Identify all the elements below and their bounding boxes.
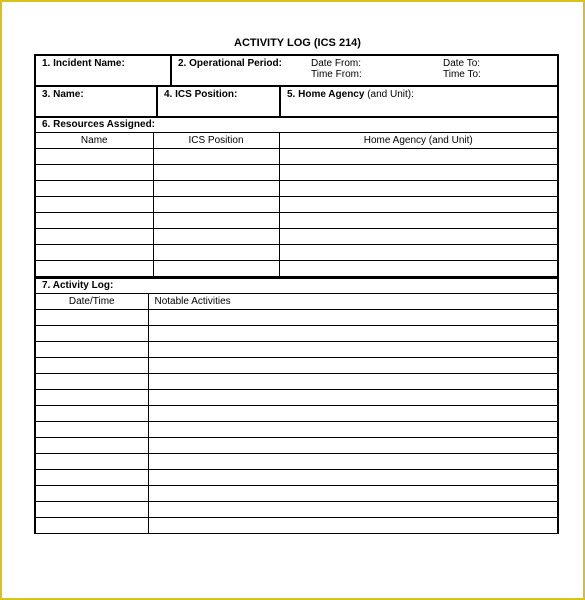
activity-row <box>35 502 558 518</box>
activity-row <box>35 486 558 502</box>
table-cell[interactable] <box>148 438 558 454</box>
table-cell[interactable] <box>35 245 153 261</box>
table-cell[interactable] <box>153 213 279 229</box>
table-cell[interactable] <box>279 245 558 261</box>
table-cell[interactable] <box>148 358 558 374</box>
table-cell[interactable] <box>153 197 279 213</box>
table-cell[interactable] <box>35 390 148 406</box>
resource-row <box>35 149 558 165</box>
table-cell[interactable] <box>148 390 558 406</box>
resources-heading: 6. Resources Assigned: <box>42 119 156 130</box>
name-field[interactable]: 3. Name: <box>36 87 158 116</box>
activity-row <box>35 422 558 438</box>
activity-row <box>35 454 558 470</box>
resource-row <box>35 261 558 277</box>
table-cell[interactable] <box>148 454 558 470</box>
table-cell[interactable] <box>35 438 148 454</box>
activity-row <box>35 374 558 390</box>
ics-position-field[interactable]: 4. ICS Position: <box>158 87 281 116</box>
table-cell[interactable] <box>35 149 153 165</box>
table-cell[interactable] <box>35 197 153 213</box>
resource-row <box>35 197 558 213</box>
table-cell[interactable] <box>35 470 148 486</box>
activity-row <box>35 518 558 534</box>
activity-header-row <box>35 294 558 310</box>
table-cell[interactable] <box>35 454 148 470</box>
table-cell[interactable] <box>148 326 558 342</box>
time-to-label: Time To: <box>443 69 481 80</box>
column-header: Date/Time <box>35 294 148 310</box>
table-cell[interactable] <box>35 518 148 534</box>
table-cell[interactable] <box>279 165 558 181</box>
table-cell[interactable] <box>148 518 558 534</box>
activity-table <box>34 293 559 534</box>
resource-row <box>35 181 558 197</box>
header-row-2 <box>34 85 559 116</box>
resources-heading-row <box>34 116 559 132</box>
operational-period-label: 2. Operational Period: <box>178 58 282 69</box>
activity-row <box>35 358 558 374</box>
table-cell[interactable] <box>279 213 558 229</box>
table-cell[interactable] <box>279 149 558 165</box>
resource-row <box>35 165 558 181</box>
table-cell[interactable] <box>148 486 558 502</box>
activity-row <box>35 470 558 486</box>
activity-heading-row <box>34 277 559 293</box>
activity-row <box>35 326 558 342</box>
operational-period-field[interactable] <box>172 56 557 85</box>
table-cell[interactable] <box>35 422 148 438</box>
table-cell[interactable] <box>35 261 153 277</box>
date-from-label: Date From: <box>311 58 362 69</box>
table-cell[interactable] <box>153 245 279 261</box>
table-cell[interactable] <box>35 213 153 229</box>
home-agency-label: 5. Home Agency <box>287 89 365 100</box>
column-header: ICS Position <box>153 133 279 149</box>
table-cell[interactable] <box>153 229 279 245</box>
table-cell[interactable] <box>35 502 148 518</box>
column-header: Name <box>35 133 153 149</box>
date-to-label: Date To: <box>443 58 481 69</box>
resource-row <box>35 213 558 229</box>
table-cell[interactable] <box>279 197 558 213</box>
table-cell[interactable] <box>35 326 148 342</box>
activity-heading: 7. Activity Log: <box>42 280 114 291</box>
table-cell[interactable] <box>279 229 558 245</box>
table-cell[interactable] <box>279 181 558 197</box>
time-from-label: Time From: <box>311 69 362 80</box>
ics-214-form <box>34 54 559 534</box>
table-cell[interactable] <box>35 486 148 502</box>
table-cell[interactable] <box>35 406 148 422</box>
table-cell[interactable] <box>148 406 558 422</box>
activity-row <box>35 342 558 358</box>
table-cell[interactable] <box>153 149 279 165</box>
table-cell[interactable] <box>35 165 153 181</box>
date-time-from <box>311 58 362 80</box>
incident-name-field[interactable]: 1. Incident Name: <box>36 56 172 85</box>
activity-row <box>35 390 558 406</box>
column-header: Notable Activities <box>148 294 558 310</box>
column-header: Home Agency (and Unit) <box>279 133 558 149</box>
home-agency-suffix: (and Unit): <box>364 89 414 100</box>
table-cell[interactable] <box>153 261 279 277</box>
table-cell[interactable] <box>35 310 148 326</box>
activity-row <box>35 310 558 326</box>
table-cell[interactable] <box>153 181 279 197</box>
date-time-to <box>443 58 481 80</box>
table-cell[interactable] <box>148 470 558 486</box>
table-cell[interactable] <box>153 165 279 181</box>
header-row-1 <box>34 54 559 85</box>
table-cell[interactable] <box>35 374 148 390</box>
home-agency-field[interactable] <box>281 87 557 116</box>
table-cell[interactable] <box>35 181 153 197</box>
table-cell[interactable] <box>148 374 558 390</box>
resources-header-row <box>35 133 558 149</box>
form-title: ACTIVITY LOG (ICS 214) <box>234 37 361 49</box>
table-cell[interactable] <box>148 422 558 438</box>
table-cell[interactable] <box>35 342 148 358</box>
activity-row <box>35 406 558 422</box>
activity-row <box>35 438 558 454</box>
table-cell[interactable] <box>35 229 153 245</box>
table-cell[interactable] <box>148 342 558 358</box>
table-cell[interactable] <box>35 358 148 374</box>
resource-row <box>35 245 558 261</box>
table-cell[interactable] <box>279 261 558 277</box>
table-cell[interactable] <box>148 310 558 326</box>
table-cell[interactable] <box>148 502 558 518</box>
resource-row <box>35 229 558 245</box>
resources-table <box>34 132 559 277</box>
